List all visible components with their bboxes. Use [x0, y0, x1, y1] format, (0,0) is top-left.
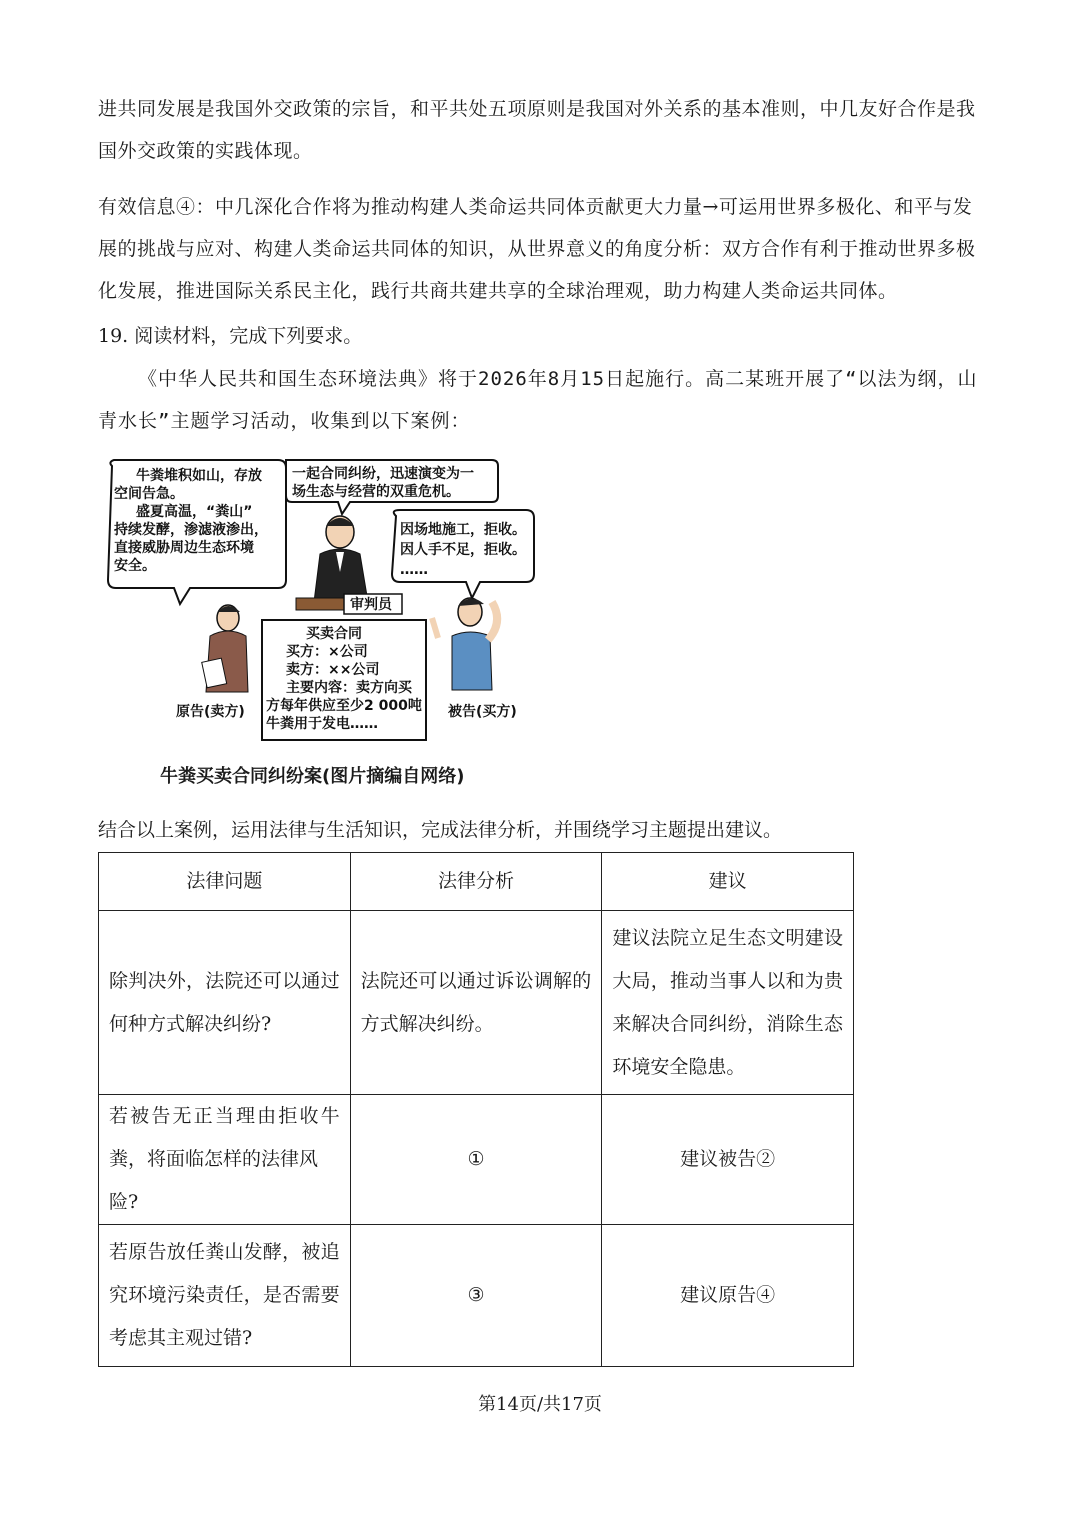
- bubble-left-line-3: 盛夏高温，“粪山”: [136, 504, 253, 520]
- case-cartoon: [100, 452, 540, 752]
- row1-analysis-line-2: 方式解决纠纷。: [360, 1012, 494, 1035]
- material-text: 《中华人民共和国生态环境法典》将于2026年8月15日起施行。高二某班开展了“以法为纲，山青水长”主题学习活动，收集到以下案例：: [98, 368, 978, 432]
- row1-analysis-line-1: 法院还可以通过诉讼调解的: [360, 969, 592, 992]
- row2-issue-line-1: 若被告无正当理由拒收牛: [109, 1105, 340, 1127]
- plaintiff-label: 原告(卖方): [176, 704, 245, 720]
- judge-speech-bubble: [286, 460, 498, 514]
- figure-caption: 牛粪买卖合同纠纷案(图片摘编自网络): [160, 766, 465, 787]
- row1-suggestion-line-3: 来解决合同纠纷，消除生态: [612, 1012, 843, 1035]
- row3-issue-line-2: 究环境污染责任，是否需要: [109, 1284, 340, 1306]
- row1-suggestion-line-4: 环境安全隐患。: [612, 1055, 746, 1078]
- judge-label-box: [344, 594, 402, 614]
- defendant-speech-bubble: [392, 510, 534, 598]
- header-suggestion: 建议: [602, 853, 854, 911]
- row3-issue: [99, 1225, 351, 1367]
- table-row: [99, 1225, 854, 1367]
- row2-issue-line-2: 粪，将面临怎样的法律风险?: [109, 1148, 319, 1213]
- question-19-title: 19. 阅读材料，完成下列要求。: [98, 325, 363, 347]
- contract-title: 买卖合同: [306, 626, 362, 642]
- contract-seller: 卖方：××公司: [286, 662, 380, 678]
- page-footer: 第14页/共17页: [478, 1394, 602, 1415]
- contract-content-1: 主要内容：卖方向买: [286, 680, 412, 696]
- legal-analysis-table: [98, 852, 854, 1367]
- row1-issue: [99, 911, 351, 1095]
- bubble-center-line-2: 场生态与经营的双重危机。: [292, 484, 460, 500]
- table-row: [99, 1095, 854, 1225]
- bubble-left-line-1: 牛粪堆积如山，存放: [136, 468, 262, 484]
- table-header-row: [99, 853, 854, 911]
- bubble-left-line-2: 空间告急。: [114, 486, 184, 502]
- header-legal-issue: 法律问题: [99, 853, 351, 911]
- contract-document: [262, 620, 426, 740]
- bubble-left-line-4: 持续发酵，渗滤液渗出，: [114, 522, 268, 538]
- row1-suggestion: [602, 911, 854, 1095]
- bubble-left-line-6: 安全。: [114, 558, 156, 574]
- instruction-text: 结合以上案例，运用法律与生活知识，完成法律分析，并围绕学习主题提出建议。: [98, 819, 783, 841]
- judge-label: 审判员: [350, 597, 392, 613]
- contract-content-3: 牛粪用于发电……: [266, 716, 378, 732]
- row1-issue-line-2: 何种方式解决纠纷?: [109, 1012, 272, 1035]
- bubble-center-line-1: 一起合同纠纷，迅速演变为一: [292, 466, 474, 482]
- row1-analysis: [350, 911, 602, 1095]
- bubble-right-line-2: 因人手不足，拒收。: [400, 542, 526, 558]
- plaintiff-figure: [202, 605, 248, 692]
- row1-issue-line-1: 除判决外，法院还可以通过: [109, 969, 340, 992]
- defendant-figure: [432, 598, 497, 690]
- row3-issue-line-3: 考虑其主观过错?: [109, 1327, 253, 1349]
- bubble-right-line-3: ……: [400, 562, 428, 578]
- row1-suggestion-line-1: 建议法院立足生态文明建设: [612, 926, 843, 949]
- table-row: [99, 911, 854, 1095]
- row2-issue: [99, 1095, 351, 1225]
- paragraph-continued: 进共同发展是我国外交政策的宗旨，和平共处五项原则是我国对外关系的基本准则，中几友好合作是我国外交政策的实践体现。: [98, 98, 976, 162]
- bubble-left-line-5: 直接威胁周边生态环境: [114, 540, 254, 556]
- contract-buyer: 买方：×公司: [286, 644, 368, 660]
- row3-suggestion-blank-4: 建议原告④: [602, 1225, 854, 1367]
- plaintiff-speech-bubble: [108, 460, 286, 604]
- contract-content-2: 方每年供应至少2 000吨: [266, 698, 422, 714]
- row2-analysis-blank-1: ①: [350, 1095, 602, 1225]
- row3-issue-line-1: 若原告放任粪山发酵，被追: [109, 1241, 340, 1263]
- defendant-label: 被告(买方): [448, 704, 517, 720]
- bubble-right-line-1: 因场地施工，拒收。: [400, 522, 526, 538]
- row1-suggestion-line-2: 大局，推动当事人以和为贵: [612, 969, 843, 992]
- row2-suggestion-blank-2: 建议被告②: [602, 1095, 854, 1225]
- paragraph-effective-info-4: 有效信息④：中几深化合作将为推动构建人类命运共同体贡献更大力量→可运用世界多极化、和平与发展的挑战与应对、构建人类命运共同体的知识，从世界意义的角度分析：双方合作有利于推动世界多极化发展，推进国际关系民主化，践行共商共建共享的全球治理观，助力构建人类命运共同体。: [98, 196, 976, 302]
- header-legal-analysis: 法律分析: [350, 853, 602, 911]
- row3-analysis-blank-3: ③: [350, 1225, 602, 1367]
